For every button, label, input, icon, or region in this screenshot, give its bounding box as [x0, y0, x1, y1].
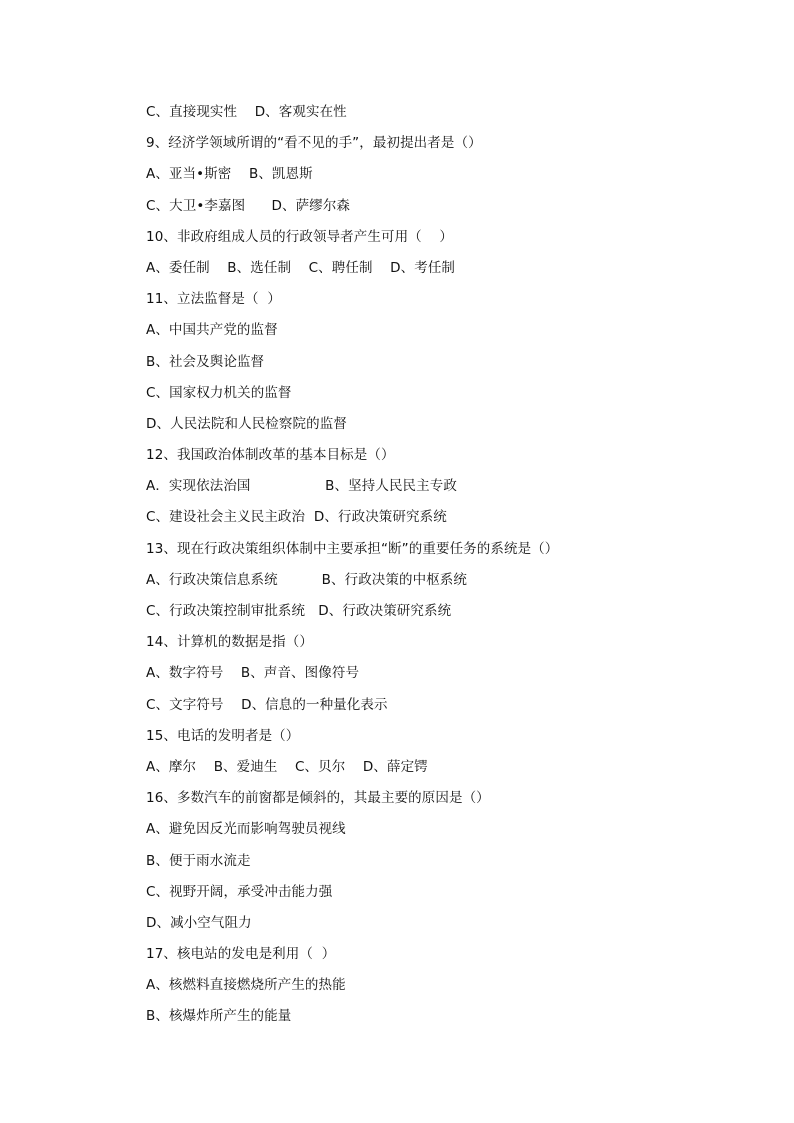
text-line: A、亚当•斯密 B、凯恩斯	[146, 166, 313, 183]
question-text-block	[146, 100, 746, 1036]
text-line: C、行政决策控制审批系统 D、行政决策研究系统	[146, 603, 452, 619]
text-line: A、避免因反光而影响驾驶员视线	[146, 821, 346, 838]
question-16: 16、多数汽车的前窗都是倾斜的，其最主要的原因是（）	[146, 790, 490, 807]
text-line: C、大卫•李嘉图 D、萨缪尔森	[146, 197, 351, 214]
text-line: D、减小空气阻力	[146, 914, 252, 931]
text-line: C、直接现实性 D、客观实在性	[146, 104, 347, 120]
question-11: 11、立法监督是（ ）	[146, 291, 281, 308]
text-line: A、委任制 B、选任制 C、聘任制 D、考任制	[146, 259, 456, 276]
text-line: C、建设社会主义民主政治 D、行政决策研究系统	[146, 509, 447, 526]
question-17: 17、核电站的发电是利用（ ）	[146, 946, 336, 963]
text-line: C、视野开阔，承受冲击能力强	[146, 883, 333, 900]
text-line: C、国家权力机关的监督	[146, 384, 292, 401]
text-line: B、便于雨水流走	[146, 852, 251, 869]
text-line: A、行政决策信息系统 B、行政决策的中枢系统	[146, 571, 468, 588]
question-15: 15、电话的发明者是（）	[146, 727, 300, 744]
question-10: 10、非政府组成人员的行政领导者产生可用（ ）	[146, 228, 453, 245]
text-line: A、核燃料直接燃烧所产生的热能	[146, 977, 346, 994]
question-9: 9、经济学领域所谓的“看不见的手”，最初提出者是（）	[146, 135, 482, 152]
question-12: 12、我国政治体制改革的基本目标是（）	[146, 447, 395, 464]
text-line: D、人民法院和人民检察院的监督	[146, 415, 347, 432]
text-line: A、摩尔 B、爱迪生 C、贝尔 D、薛定锷	[146, 758, 428, 775]
question-13: 13、现在行政决策组织体制中主要承担“断”的重要任务的系统是（）	[146, 540, 559, 557]
text-line: B、社会及舆论监督	[146, 353, 265, 370]
text-line: B、核爆炸所产生的能量	[146, 1008, 292, 1025]
question-14: 14、计算机的数据是指（）	[146, 634, 313, 651]
text-line: C、文字符号 D、信息的一种量化表示	[146, 696, 388, 713]
text-line: A、中国共产党的监督	[146, 322, 278, 339]
text-line: A．实现依法治国 B、坚持人民民主专政	[146, 478, 457, 495]
text-line: A、数字符号 B、声音、图像符号	[146, 665, 360, 682]
